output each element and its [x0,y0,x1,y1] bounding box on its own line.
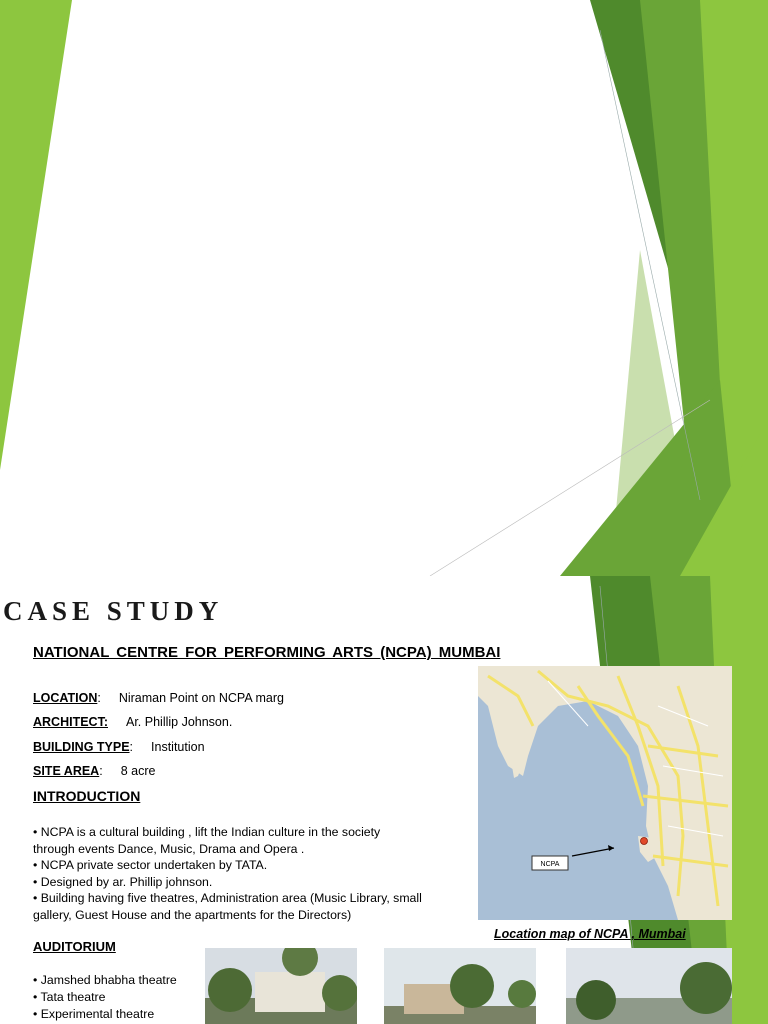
introduction-heading: INTRODUCTION [33,788,141,804]
fact-value: Ar. Phillip Johnson. [126,715,233,729]
intro-line: • NCPA private sector undertaken by TATA. [33,858,268,873]
fact-value: Institution [151,740,205,754]
theatre-photo-3 [566,948,732,1024]
intro-line: through events Dance, Music, Drama and Opera . [33,841,305,856]
fact-key: LOCATION [33,691,98,705]
fact-architect [33,715,232,729]
intro-line: • Building having five theatres, Administration area (Music Library, small [33,891,422,906]
intro-line: gallery, Guest House and the apartments for the Directors) [33,907,352,922]
ncpa-marker [641,838,648,845]
left-green-wedge [0,0,72,470]
fact-value: Niraman Point on NCPA marg [118,691,284,705]
auditorium-item: • Tata theatre [33,990,106,1004]
fact-sep: : [97,691,101,705]
fact-sep: : [129,740,134,754]
theatre-photo-2 [384,948,536,1024]
case-study-heading: NATIONAL CENTRE FOR PERFORMING ARTS (NCPA) MUMBAI [33,644,501,661]
fact-key: BUILDING TYPE [33,740,130,754]
intro-line: • Designed by ar. Phillip johnson. [33,874,213,889]
slide-title: CASE STUDY [3,596,224,626]
auditorium-list [33,972,177,1023]
auditorium-heading: AUDITORIUM [33,939,116,954]
fact-key: SITE AREA [33,764,100,778]
fact-value: 8 acre [120,764,156,778]
auditorium-item: • Jamshed bhabha theatre [33,973,177,987]
fact-sep: : [99,764,103,778]
theatre-photo-1 [205,948,357,1024]
fact-site-area [33,764,155,778]
fact-key: ARCHITECT: [33,715,108,729]
map-caption: Location map of NCPA , Mumbai [494,927,686,941]
location-map [478,666,732,920]
auditorium-item: • Experimental theatre [33,1007,155,1021]
slide-2 [0,576,768,1024]
ncpa-label: NCPA [540,861,560,868]
introduction-text [33,824,483,924]
fact-building-type [33,740,205,754]
intro-line: • NCPA is a cultural building , lift the Indian culture in the society [33,825,381,839]
fact-location [33,691,284,705]
